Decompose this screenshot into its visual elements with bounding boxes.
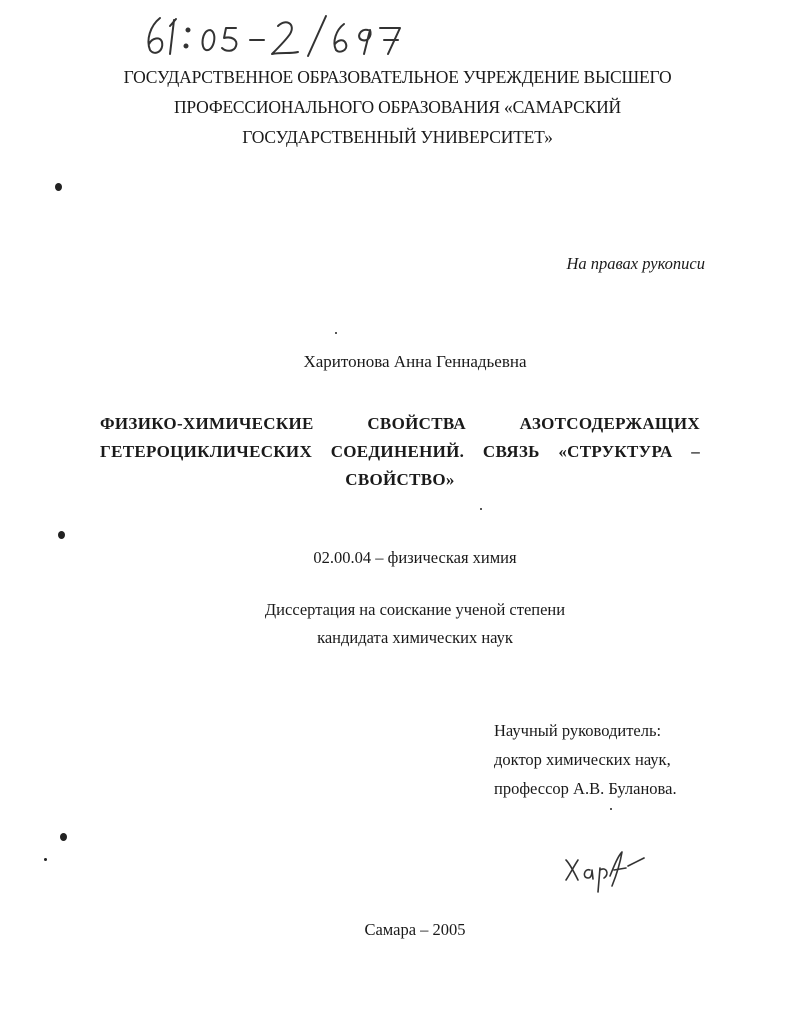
degree-line-1: Диссертация на соискание ученой степени [264,600,566,619]
author-name: Харитонова Анна Геннадьевна [303,352,527,371]
scan-speck [44,858,47,861]
dissertation-title [100,410,700,494]
specialty-code: 02.00.04 – физическая химия [313,548,517,567]
city-year: Самара – 2005 [364,920,466,939]
institution-line-3: ГОСУДАРСТВЕННЫЙ УНИВЕРСИТЕТ» [242,127,553,147]
title-line-1: ФИЗИКО-ХИМИЧЕСКИЕ СВОЙСТВА АЗОТСОДЕРЖАЩИХ [100,414,700,433]
scan-speck [60,833,67,841]
supervisor-block [494,716,677,803]
scan-speck [335,332,337,334]
institution-line-2: ПРОФЕССИОНАЛЬНОГО ОБРАЗОВАНИЯ «САМАРСКИЙ [173,97,621,117]
supervisor-line-3: профессор А.В. Буланова. [494,779,677,798]
degree-line-2: кандидата химических наук [317,628,513,647]
scan-speck [480,508,482,510]
scan-speck [610,808,612,810]
scan-speck [55,183,62,191]
institution-line-1: ГОСУДАРСТВЕННОЕ ОБРАЗОВАТЕЛЬНОЕ УЧРЕЖДЕНИЕ ВЫСШЕГО [123,67,672,87]
archive-number-handwritten [140,8,440,60]
scan-speck [58,531,65,539]
title-line-3: СВОЙСТВО» [345,470,455,489]
rights-note: На правах рукописи [566,254,705,273]
supervisor-line-1: Научный руководитель: [494,721,662,740]
signature-handwritten [560,846,650,896]
title-line-2: ГЕТЕРОЦИКЛИЧЕСКИХ СОЕДИНЕНИЙ. СВЯЗЬ «СТРУКТУРА – [100,442,700,461]
signature-drawing [560,846,650,896]
institution-name [60,62,735,152]
degree-statement [0,596,795,652]
supervisor-line-2: доктор химических наук, [494,750,671,769]
archive-number-drawing [140,8,440,60]
